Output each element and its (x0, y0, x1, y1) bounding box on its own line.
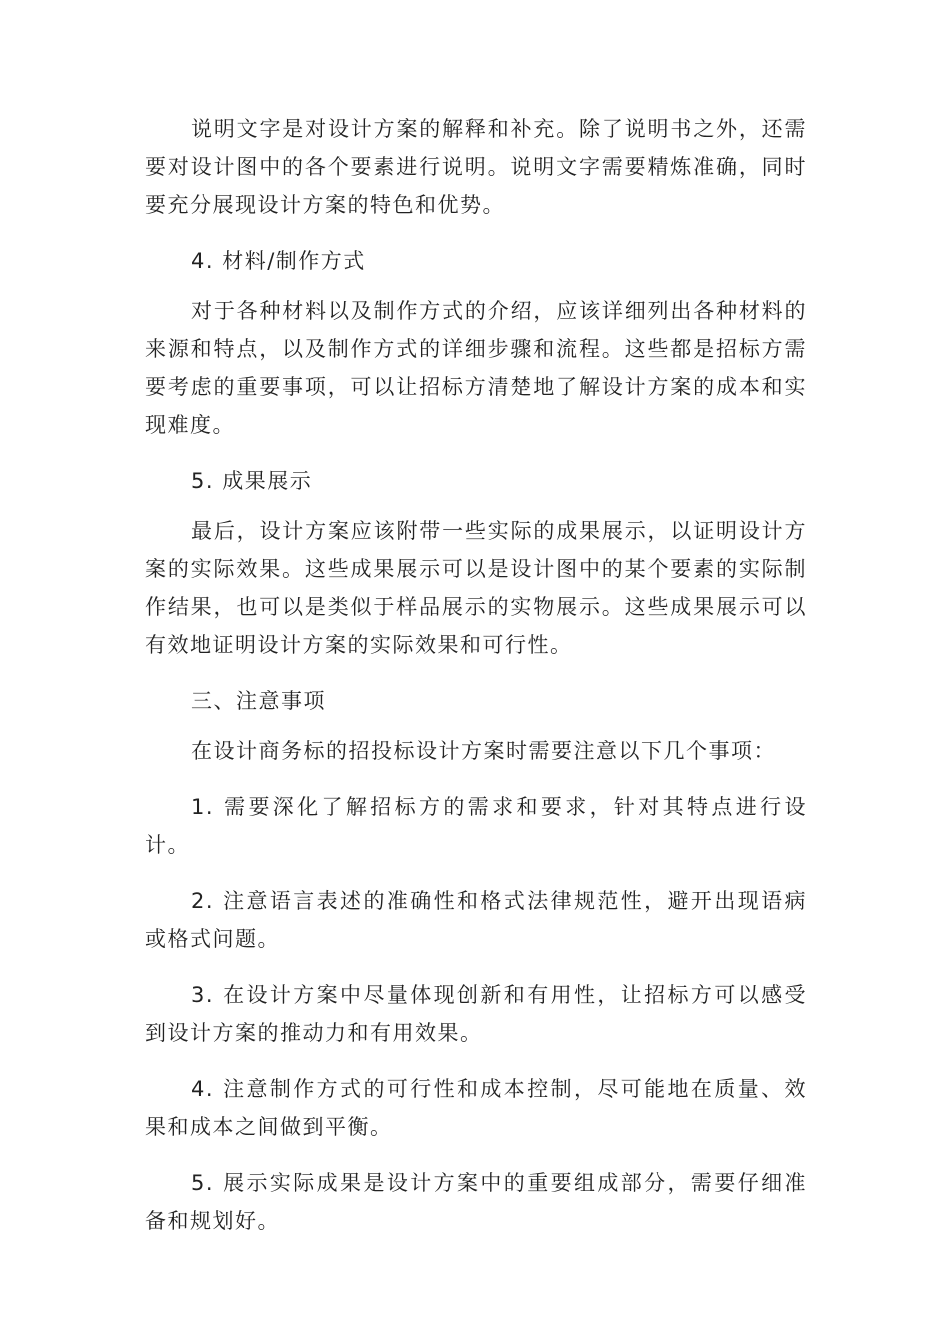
list-item-note-4: 4. 注意制作方式的可行性和成本控制，尽可能地在质量、效果和成本之间做到平衡。 (145, 1077, 807, 1139)
list-item-note-2: 2. 注意语言表述的准确性和格式法律规范性，避开出现语病或格式问题。 (145, 889, 807, 951)
paragraph-results: 最后，设计方案应该附带一些实际的成果展示，以证明设计方案的实际效果。这些成果展示可以是设计图中的某个要素的实际制作结果，也可以是类似于样品展示的实物展示。这些成果展示可以有效地证明设计方案的实际效果和可行性。 (145, 519, 807, 657)
section-heading-results: 5. 成果展示 (191, 469, 313, 493)
list-item-note-1: 1. 需要深化了解招标方的需求和要求，针对其特点进行设计。 (145, 795, 807, 857)
section-heading-materials: 4. 材料/制作方式 (191, 249, 366, 273)
list-item-note-5: 5. 展示实际成果是设计方案中的重要组成部分，需要仔细准备和规划好。 (145, 1171, 807, 1233)
paragraph-description-text: 说明文字是对设计方案的解释和补充。除了说明书之外，还需要对设计图中的各个要素进行说明。说明文字需要精炼准确，同时要充分展现设计方案的特色和优势。 (145, 117, 807, 217)
document-page (145, 110, 807, 1258)
list-item-note-3: 3. 在设计方案中尽量体现创新和有用性，让招标方可以感受到设计方案的推动力和有用效果。 (145, 983, 807, 1045)
paragraph-notes-intro: 在设计商务标的招投标设计方案时需要注意以下几个事项： (191, 739, 776, 763)
section-heading-notes: 三、注意事项 (191, 689, 326, 713)
paragraph-materials: 对于各种材料以及制作方式的介绍，应该详细列出各种材料的来源和特点，以及制作方式的详细步骤和流程。这些都是招标方需要考虑的重要事项，可以让招标方清楚地了解设计方案的成本和实现难度。 (145, 299, 807, 437)
